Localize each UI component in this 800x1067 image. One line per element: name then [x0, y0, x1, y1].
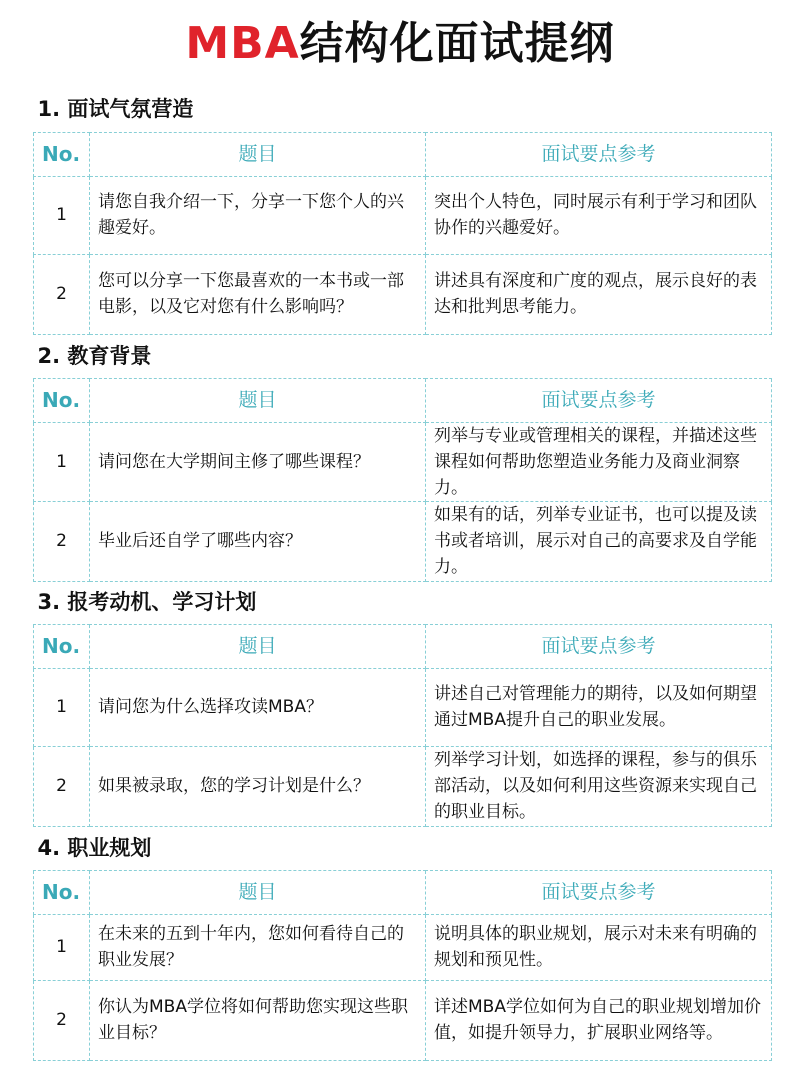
section-table-2 [33, 334, 772, 582]
table-row [34, 501, 772, 581]
row-question: 如果被录取，您的学习计划是什么？ [90, 746, 426, 826]
row-points: 列举学习计划，如选择的课程，参与的俱乐部活动，以及如何利用这些资源来实现自己的职业目标。 [426, 746, 772, 826]
row-question: 您可以分享一下您最喜欢的一本书或一部电影，以及它对您有什么影响吗？ [90, 254, 426, 334]
table-row [34, 746, 772, 826]
header-points: 面试要点参考 [426, 378, 772, 422]
row-points: 讲述具有深度和广度的观点，展示良好的表达和批判思考能力。 [426, 254, 772, 334]
row-points: 讲述自己对管理能力的期待，以及如何期望通过MBA提升自己的职业发展。 [426, 668, 772, 746]
section-title: 4. 职业规划 [34, 826, 772, 870]
header-points: 面试要点参考 [426, 870, 772, 914]
row-number: 2 [34, 254, 90, 334]
header-question: 题目 [90, 624, 426, 668]
header-question: 题目 [90, 870, 426, 914]
row-number: 2 [34, 501, 90, 581]
header-no: No. [34, 870, 90, 914]
header-no: No. [34, 132, 90, 176]
header-points: 面试要点参考 [426, 624, 772, 668]
table-row [34, 980, 772, 1060]
table-row [34, 254, 772, 334]
row-number: 1 [34, 914, 90, 980]
row-points: 列举与专业或管理相关的课程，并描述这些课程如何帮助您塑造业务能力及商业洞察力。 [426, 422, 772, 501]
row-question: 毕业后还自学了哪些内容？ [90, 501, 426, 581]
page-title [0, 14, 800, 74]
row-points: 突出个人特色，同时展示有利于学习和团队协作的兴趣爱好。 [426, 176, 772, 254]
row-question: 你认为MBA学位将如何帮助您实现这些职业目标？ [90, 980, 426, 1060]
header-no: No. [34, 624, 90, 668]
title-main: 结构化面试提纲 [299, 18, 615, 69]
header-points: 面试要点参考 [426, 132, 772, 176]
row-number: 1 [34, 176, 90, 254]
row-question: 请问您在大学期间主修了哪些课程？ [90, 422, 426, 501]
row-number: 1 [34, 422, 90, 501]
row-points: 详述MBA学位如何为自己的职业规划增加价值，如提升领导力，扩展职业网络等。 [426, 980, 772, 1060]
row-question: 请问您为什么选择攻读MBA？ [90, 668, 426, 746]
table-row [34, 176, 772, 254]
table-row [34, 422, 772, 501]
section-table-1 [33, 86, 772, 335]
table-row [34, 914, 772, 980]
row-number: 1 [34, 668, 90, 746]
row-question: 在未来的五到十年内，您如何看待自己的职业发展？ [90, 914, 426, 980]
table-row [34, 668, 772, 746]
row-number: 2 [34, 980, 90, 1060]
section-title: 3. 报考动机、学习计划 [34, 580, 772, 624]
row-points: 说明具体的职业规划，展示对未来有明确的规划和预见性。 [426, 914, 772, 980]
section-table-3 [33, 580, 772, 827]
header-question: 题目 [90, 378, 426, 422]
section-title: 2. 教育背景 [34, 334, 772, 378]
title-mba: MBA [185, 18, 300, 69]
header-no: No. [34, 378, 90, 422]
row-points: 如果有的话，列举专业证书，也可以提及读书或者培训，展示对自己的高要求及自学能力。 [426, 501, 772, 581]
section-title: 1. 面试气氛营造 [34, 86, 772, 132]
row-question: 请您自我介绍一下，分享一下您个人的兴趣爱好。 [90, 176, 426, 254]
row-number: 2 [34, 746, 90, 826]
section-table-4 [33, 826, 772, 1061]
header-question: 题目 [90, 132, 426, 176]
